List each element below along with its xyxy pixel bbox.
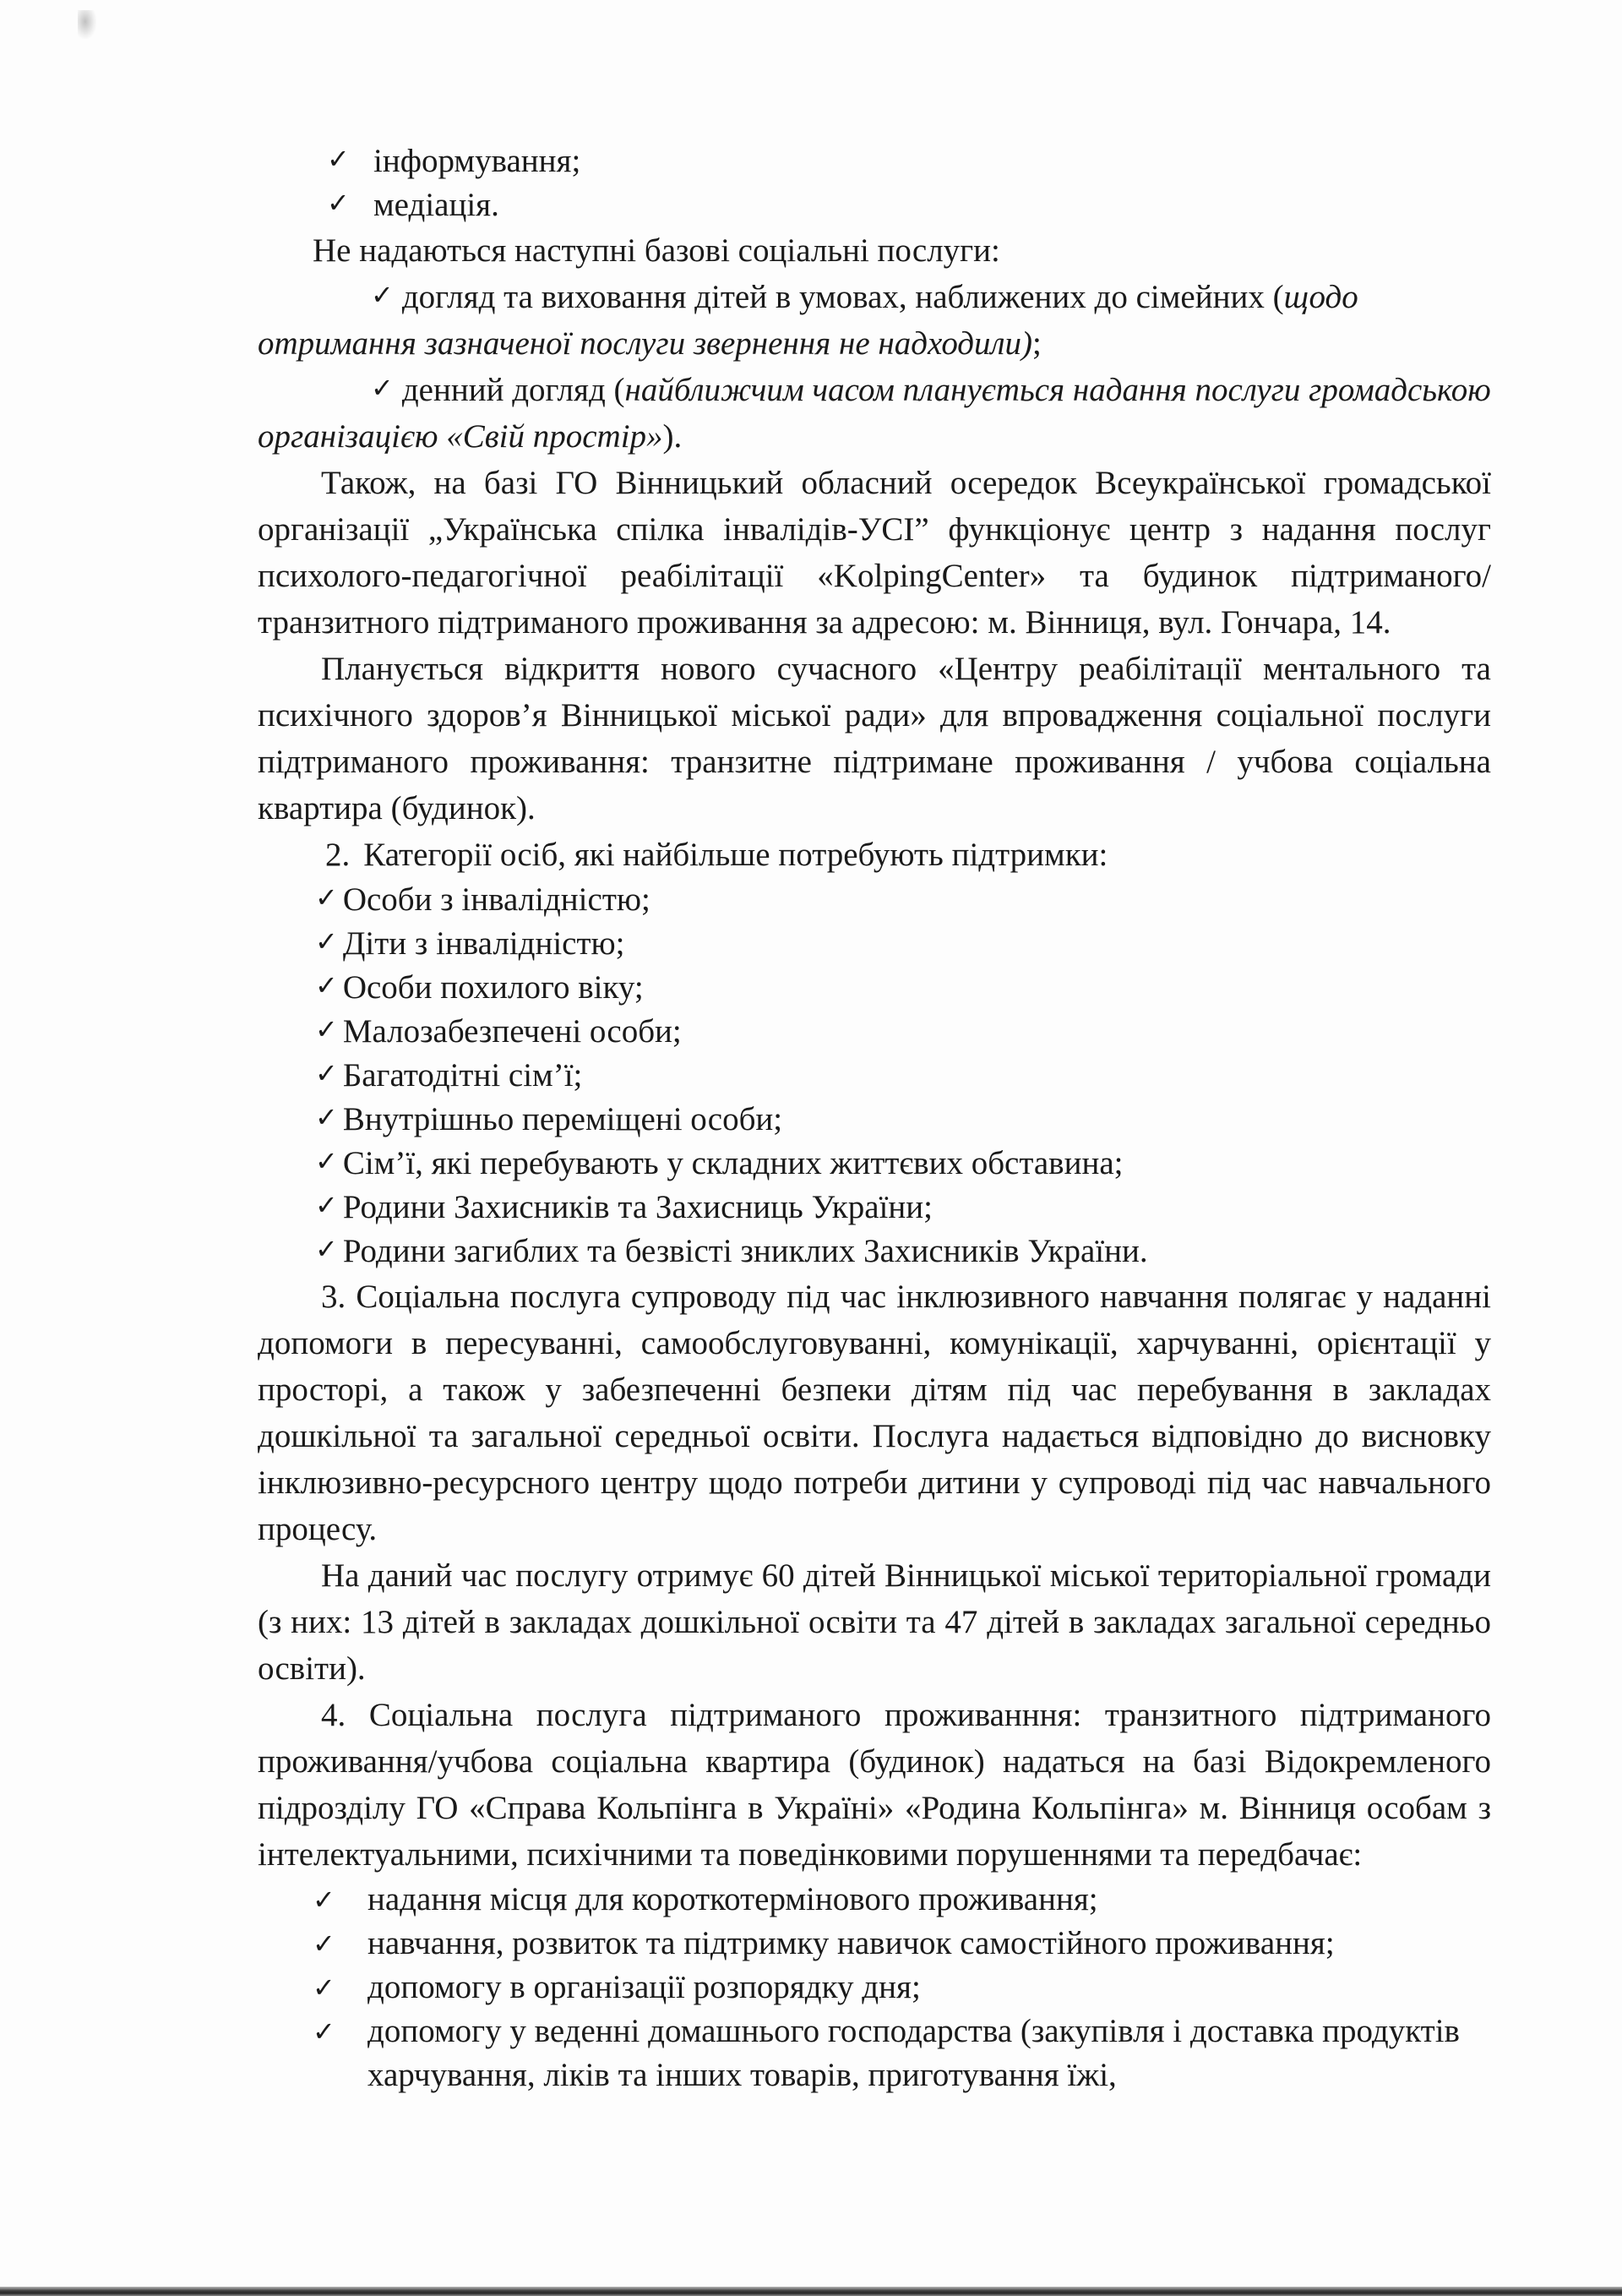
checkmark-icon: ✓ (313, 1884, 335, 1916)
paragraph-new-center: Планується відкриття нового сучасного «Центру реабілітації ментального та психічного здоров’я Вінницької міської ради» для впровадження соціальної послуги підтриманого проживання: транзитне підтримане проживання / учбова соціальна квартира (будинок). (258, 651, 1491, 826)
list-item-text: Сім’ї, які перебувають у складних життєвих обставина; (342, 1145, 1124, 1181)
checkmark-icon: ✓ (313, 1972, 335, 2004)
list-item-note: щодо отримання зазначеної послуги звернення не надходили) (258, 279, 1358, 362)
list-item (313, 2010, 1491, 2097)
list-item (258, 1230, 1491, 1273)
checkmark-icon: ✓ (313, 2015, 335, 2048)
list-item-text: Родини Захисників та Захисниць України; (342, 1189, 933, 1225)
list-item-tail: ). (662, 418, 683, 455)
checkmark-icon: ✓ (315, 1189, 338, 1221)
list-item-text: допомогу у веденні домашнього господарства (закупівля і доставка продуктів харчування, ліків та інших товарів, приготування їжі, (367, 2013, 1460, 2093)
list-item (258, 139, 1491, 183)
scan-artifact (78, 10, 96, 39)
checkmark-icon: ✓ (315, 1057, 338, 1089)
list-item-text: Особи похилого віку; (342, 969, 644, 1006)
checkmark-icon: ✓ (327, 187, 350, 219)
checkmark-icon: ✓ (315, 925, 338, 957)
categories-list (258, 878, 1491, 1273)
list-item-text: догляд та виховання дітей в умовах, наближених до сімейних ( (401, 279, 1284, 315)
list-item (313, 1966, 1491, 2010)
list-item (313, 1878, 1491, 1922)
list-item-text: Родини загиблих та безвісті зниклих Захисників України. (342, 1233, 1148, 1269)
checkmark-icon: ✓ (315, 1233, 338, 1265)
list-item (258, 1186, 1491, 1230)
list-item-text: денний догляд ( (401, 372, 625, 408)
document-body (258, 139, 1491, 2097)
checkmark-icon: ✓ (327, 143, 350, 175)
list-item-text: Діти з інвалідністю; (342, 925, 625, 962)
checkmark-icon: ✓ (315, 1101, 338, 1133)
list-item-text: надання місця для короткотермінового проживання; (367, 1881, 1098, 1917)
checkmark-icon: ✓ (315, 1013, 338, 1045)
list-item (258, 1054, 1491, 1098)
section-3-stats: На даний час послугу отримує 60 дітей Вінницької міської територіальної громади (з них: 13 дітей в закладах дошкільної освіти та 47 дітей в закладах загальної середньо освіти). (258, 1557, 1491, 1687)
list-item (258, 367, 1491, 460)
checkmark-icon: ✓ (315, 969, 338, 1001)
checkmark-icon: ✓ (315, 1145, 338, 1177)
checkmark-icon: ✓ (371, 372, 394, 404)
section-number: 2. (325, 837, 351, 873)
list-item-text: медіація. (373, 187, 499, 223)
list-item-text: допомогу в організації розпорядку дня; (367, 1969, 921, 2005)
list-item-note: найближчим часом планується надання послуги громадською організацією «Свій простір» (258, 372, 1491, 455)
checkmark-icon: ✓ (315, 881, 338, 913)
list-item (258, 274, 1491, 367)
checkmark-icon: ✓ (313, 1928, 335, 1960)
list-item (258, 878, 1491, 922)
list-item-text: інформування; (373, 143, 581, 179)
list-item-tail: ; (1032, 325, 1042, 362)
not-provided-heading: Не надаються наступні базові соціальні послуги: (313, 232, 1000, 269)
list-item (258, 183, 1491, 227)
list-item (258, 1010, 1491, 1054)
scanner-edge-line (0, 2287, 1622, 2296)
list-item (258, 922, 1491, 966)
section-title: Категорії осіб, які найбільше потребують підтримки: (363, 837, 1108, 873)
paragraph-kolping-center: Також, на базі ГО Вінницький обласний осередок Всеукраїнської громадської організації „Українська спілка інвалідів-УСІ” функціонує центр з надання послуг психолого-педагогічної реабілітації «KolpingCenter» та будинок підтриманого/транзитного підтриманого проживання за адресою: м. Вінниця, вул. Гончара, 14. (258, 465, 1491, 641)
supported-living-list (258, 1878, 1491, 2097)
list-item (258, 1142, 1491, 1186)
list-item-text: Малозабезпечені особи; (342, 1013, 682, 1050)
list-item-text: Багатодітні сім’ї; (342, 1057, 583, 1093)
list-item-text: Особи з інвалідністю; (342, 881, 650, 918)
list-item-text: навчання, розвиток та підтримку навичок самостійного проживання; (367, 1925, 1335, 1961)
checkmark-icon: ✓ (371, 279, 394, 311)
list-item (258, 1098, 1491, 1142)
list-item (258, 966, 1491, 1010)
list-item-text: Внутрішньо переміщені особи; (342, 1101, 783, 1137)
section-4-paragraph: 4. Соціальна послуга підтриманого проживанння: транзитного підтриманого проживання/учбова соціальна квартира (будинок) надаться на базі Відокремленого підрозділу ГО «Справа Кольпінга в Україні» «Родина Кольпінга» м. Вінниця особам з інтелектуальними, психічними та поведінковими порушеннями та передбачає: (258, 1697, 1491, 1873)
list-item (313, 1922, 1491, 1966)
section-2-heading (258, 832, 1491, 878)
section-3-paragraph: 3. Соціальна послуга супроводу під час інклюзивного навчання полягає у наданні допомоги в пересуванні, самообслуговуванні, комунікації, харчуванні, орієнтації у просторі, а також у забезпеченні безпеки дітям під час перебування в закладах дошкільної та загальної середньої освіти. Послуга надається відповідно до висновку інклюзивно-ресурсного центру щодо потреби дитини у супроводі під час навчального процесу. (258, 1279, 1491, 1547)
